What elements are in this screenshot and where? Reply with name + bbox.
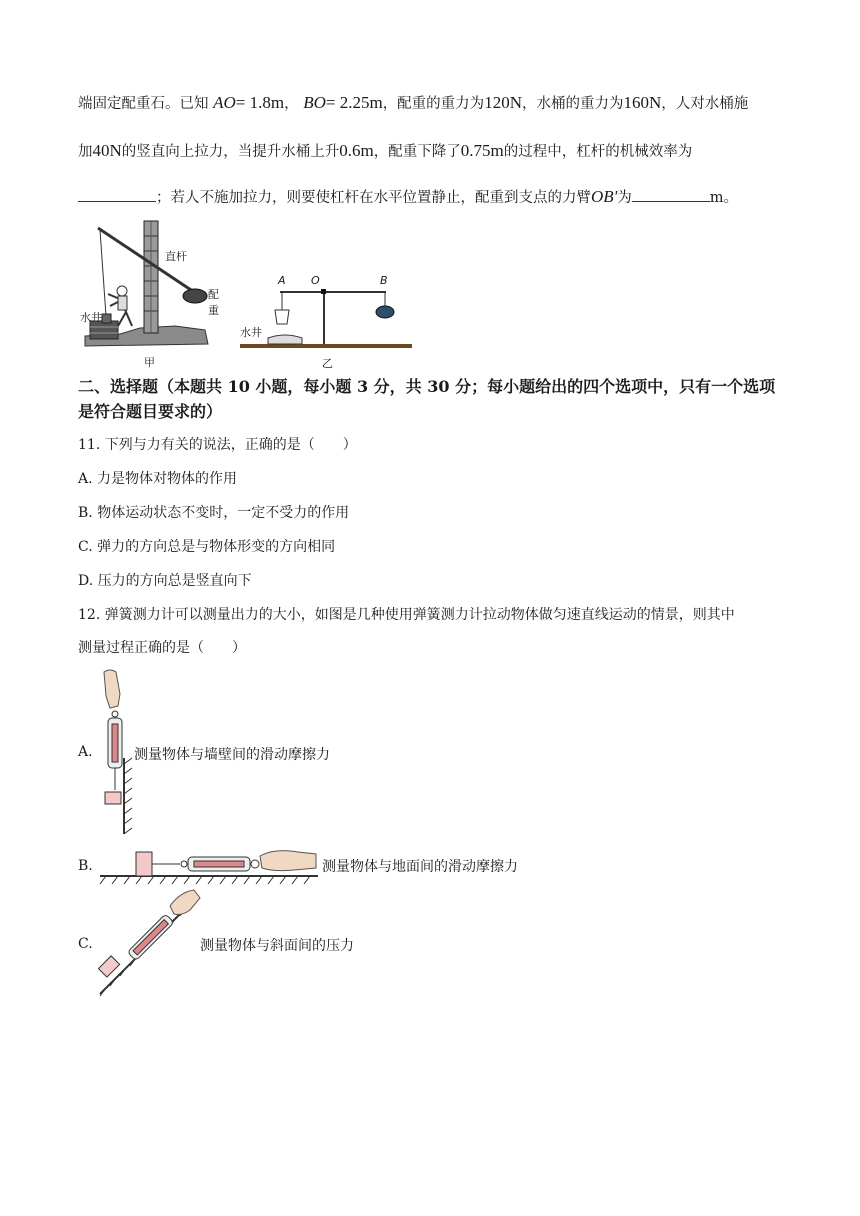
problem10-line3	[78, 186, 738, 207]
label-pole: 直杆	[165, 250, 187, 263]
q12-option-c-text: 测量物体与斜面间的压力	[200, 938, 354, 954]
q12-stem-line1: 12. 弹簧测力计可以测量出力的大小，如图是几种使用弹簧测力计拉动物体做匀速直线运动的情景，则其中	[78, 607, 735, 623]
math-drop: 0.75m	[460, 141, 504, 160]
label-well: 水井	[240, 326, 262, 339]
label-a: A	[278, 274, 286, 287]
q11-option-a[interactable]: A. 力是物体对物体的作用	[78, 471, 238, 487]
math-bo: BO	[303, 93, 326, 112]
text: ，配重的重力为	[382, 96, 485, 112]
q12-stem-line2: 测量过程正确的是（ ）	[78, 640, 246, 656]
answer-blank-efficiency[interactable]	[78, 187, 156, 202]
problem10-line2	[78, 140, 692, 161]
q12-option-b-figure	[98, 842, 320, 884]
text: m。	[709, 190, 739, 206]
figure-jia	[80, 216, 219, 369]
text: ，	[284, 96, 299, 112]
q11-option-d[interactable]: D. 压力的方向总是竖直向下	[78, 573, 252, 589]
math-rise: 0.6m	[339, 141, 374, 160]
ground-spring-scale	[98, 842, 320, 884]
well-sweep-illustration	[80, 216, 215, 351]
q12-option-c-label[interactable]: C.	[78, 936, 93, 952]
caption-yi: 乙	[322, 357, 333, 370]
answer-blank-lever-arm[interactable]	[632, 187, 710, 202]
text: ，配重下降了	[373, 144, 461, 160]
math-ao: AO	[213, 93, 236, 112]
q12-option-a-figure	[96, 668, 136, 836]
math-ob-prime: OB'	[591, 187, 618, 206]
q12-option-a-label[interactable]: A.	[78, 744, 93, 760]
problem10-line1	[78, 92, 748, 113]
incline-spring-scale	[98, 888, 202, 998]
text: 的过程中，杠杆的机械效率为	[503, 144, 693, 160]
text: 端固定配重石。已知	[78, 96, 209, 112]
label-o: O	[311, 274, 320, 287]
text: ，人对水桶施	[661, 96, 749, 112]
math-counterweight: 120N	[484, 93, 522, 112]
q12-option-b-label[interactable]: B.	[78, 858, 93, 874]
wall-spring-scale	[96, 668, 136, 836]
text: 的竖直向上拉力，当提升水桶上升	[121, 144, 340, 160]
q11-option-c[interactable]: C. 弹力的方向总是与物体形变的方向相同	[78, 539, 336, 555]
label-well: 水井	[80, 311, 102, 324]
math-force: 40N	[92, 141, 122, 160]
lever-diagram	[240, 272, 415, 352]
text: ，水桶的重力为	[521, 96, 624, 112]
label-counterweight: 配重	[208, 288, 219, 317]
text: 为	[617, 190, 632, 206]
text: ；若人不施加拉力，则要使杠杆在水平位置静止，配重到支点的力臂	[156, 190, 591, 206]
figure-yi	[240, 272, 415, 368]
math-bucket-weight: 160N	[623, 93, 662, 112]
q12-option-a-text: 测量物体与墙壁间的滑动摩擦力	[134, 747, 330, 763]
section-heading: 二、选择题（本题共 10 小题，每小题 3 分，共 30 分；每小题给出的四个选项中，只有一个选项是符合题目要求的）	[78, 377, 776, 421]
caption-jia: 甲	[144, 356, 155, 369]
math-ao-value: = 1.8m	[235, 93, 285, 112]
label-b: B	[380, 274, 388, 287]
q11-stem: 11. 下列与力有关的说法，正确的是（ ）	[78, 437, 357, 453]
q12-option-c-figure	[98, 888, 202, 998]
math-bo-value: = 2.25m	[325, 93, 383, 112]
q12-option-b-text: 测量物体与地面间的滑动摩擦力	[322, 859, 518, 875]
text: 加	[78, 144, 93, 160]
q11-option-b[interactable]: B. 物体运动状态不变时，一定不受力的作用	[78, 505, 350, 521]
